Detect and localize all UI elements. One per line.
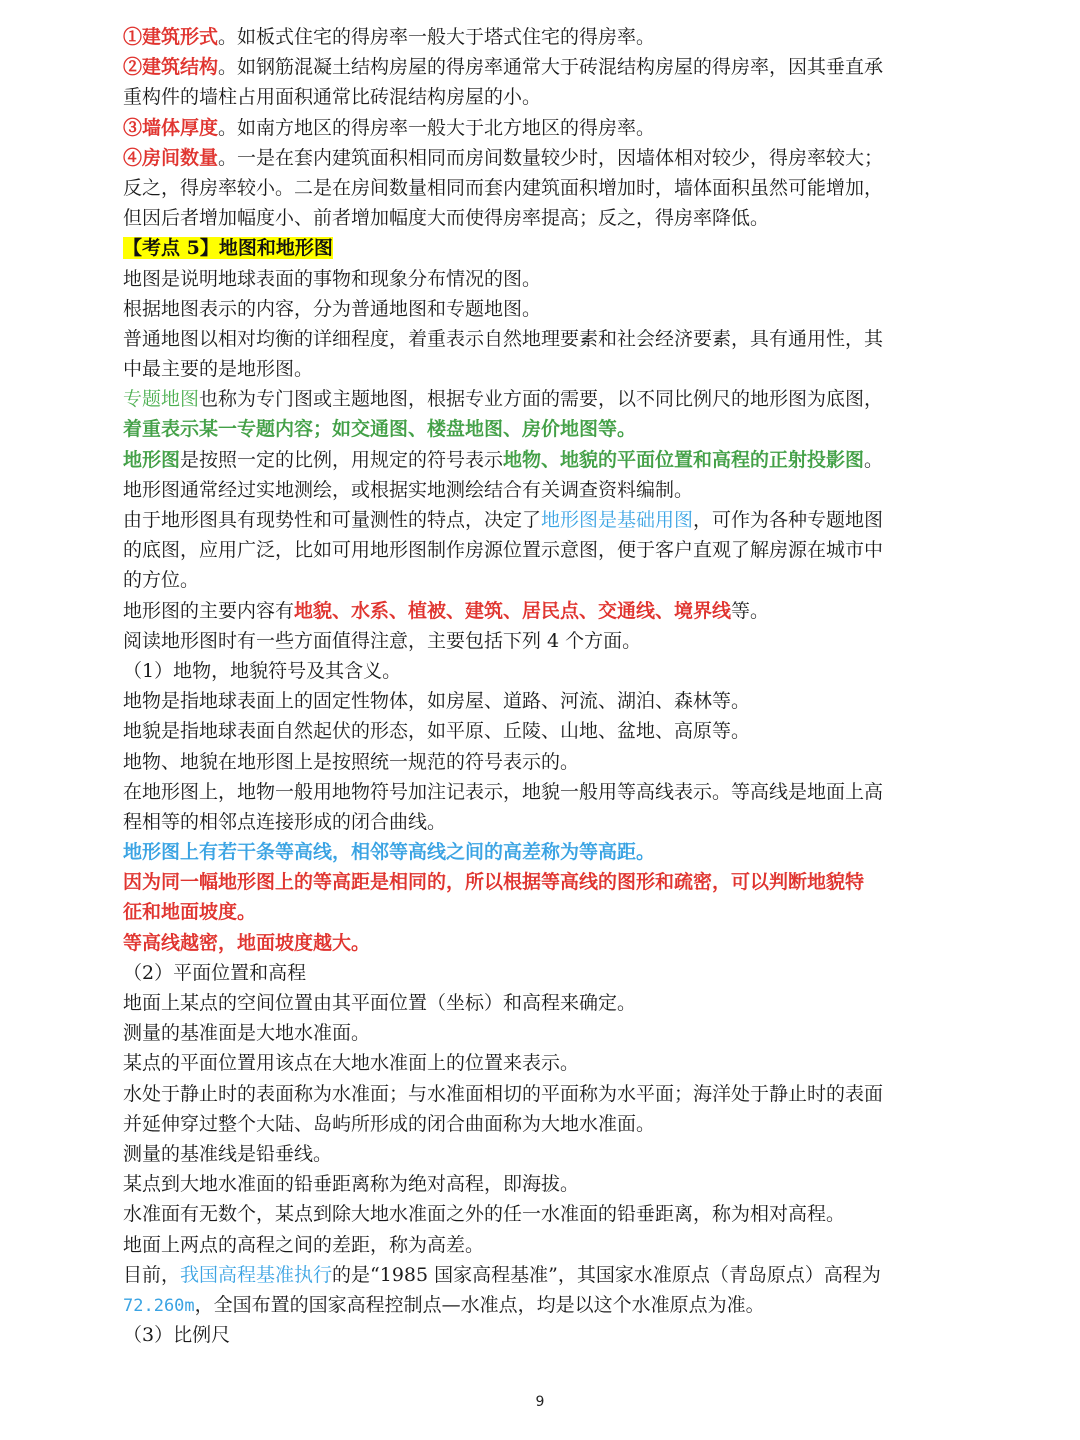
text-line [123,596,933,626]
elevation-value: 72.260m [123,1295,195,1316]
term-thematic-map: 专题地图 [123,388,200,411]
text-line: 水处于静止时的表面称为水准面；与水准面相切的平面称为水平面；海洋处于静止时的表面 [123,1082,884,1105]
text-line: 程相等的相邻点连接形成的闭合曲线。 [123,810,447,833]
highlight-line-red: 征和地面坡度。 [123,901,257,924]
text-line: 地图是说明地球表面的事物和现象分布情况的图。 [123,267,542,290]
subsection-heading: （3）比例尺 [123,1324,231,1347]
item-head: ②建筑结构 [123,56,219,79]
text-span: 是按照一定的比例，用规定的符号表示 [180,448,504,471]
subsection-heading: （2）平面位置和高程 [123,961,307,984]
term-base-map: 地形图是基础用图 [541,509,694,531]
text-line: 地物、地貌在地形图上是按照统一规范的符号表示的。 [123,750,580,773]
text-line: 地面上两点的高程之间的差距，称为高差。 [123,1233,485,1256]
text-line: 中最主要的是地形图。 [123,358,314,381]
item-head: ④房间数量 [123,146,219,169]
text-line: 并延伸穿过整个大陆、岛屿所形成的闭合曲面称为大地水准面。 [123,1112,656,1135]
text-span: ，全国布置的国家高程控制点—水准点，均是以这个水准原点为准。 [194,1293,765,1316]
text-span: 等。 [731,599,770,622]
item-head: ①建筑形式 [123,26,219,48]
item-building-form [123,22,933,52]
item-text: 。如板式住宅的得房率一般大于塔式住宅的得房率。 [218,26,656,48]
text-line [123,384,933,414]
text-line: 地形图通常经过实地测绘，或根据实地测绘结合有关调查资料编制。 [123,478,694,501]
text-line [123,445,933,475]
section-title-line [123,233,933,263]
text-span: ，可作为各种专题地图 [693,509,884,531]
text-line: 地面上某点的空间位置由其平面位置（坐标）和高程来确定。 [123,992,637,1014]
highlight-line-red: 等高线越密，地面坡度越大。 [123,931,371,954]
highlight-line-red: 因为同一幅地形图上的等高距是相同的，所以根据等高线的图形和疏密，可以判断地貌特 [123,871,865,894]
text-line: 测量的基准线是铅垂线。 [123,1142,333,1165]
text-line: 某点的平面位置用该点在大地水准面上的位置来表示。 [123,1052,580,1075]
subsection-heading: （1）地物，地貌符号及其含义。 [123,659,402,682]
item-text: 。如钢筋混凝土结构房屋的得房率通常大于砖混结构房屋的得房率，因其垂直承 [218,56,884,79]
item-head: ③墙体厚度 [123,116,219,139]
text-span: 的是“1985 国家高程基准”，其国家水准原点（青岛原点）高程为 [332,1263,881,1286]
text-line [123,1290,933,1320]
text-line [123,1260,933,1290]
text-span: 。 [864,448,884,471]
term-topographic-map: 地形图 [123,448,181,471]
section-title: 【考点 5】地图和地形图 [123,237,333,260]
text-line: 的方位。 [123,569,200,592]
item-text: 。如南方地区的得房率一般大于北方地区的得房率。 [218,116,656,139]
text-line: 某点到大地水准面的铅垂距离称为绝对高程，即海拔。 [123,1173,580,1196]
highlight-line-green: 着重表示某一专题内容；如交通图、楼盘地图、房价地图等。 [123,418,637,441]
text-line: 水准面有无数个，某点到除大地水准面之外的任一水准面的铅垂距离，称为相对高程。 [123,1203,846,1226]
text-line: 的底图，应用广泛，比如可用地形图制作房源位置示意图，便于客户直观了解房源在城市中 [123,539,884,562]
highlight-line-blue: 地形图上有若干条等高线，相邻等高线之间的高差称为等高距。 [123,841,656,864]
text-line: 根据地图表示的内容，分为普通地图和专题地图。 [123,297,542,320]
item-building-structure [123,52,933,82]
item-wall-thickness [123,113,933,143]
text-line: 普通地图以相对均衡的详细程度，着重表示自然地理要素和社会经济要素，具有通用性，其 [123,327,884,350]
item-text-cont: 反之，得房率较小。二是在房间数量相同而套内建筑面积增加时，墙体面积虽然可能增加， [123,176,884,199]
document-body [123,22,933,1350]
text-span: 目前， [123,1263,181,1286]
text-line: 地物是指地球表面上的固定性物体，如房屋、道路、河流、湖泊、森林等。 [123,690,751,713]
item-text-cont: 重构件的墙柱占用面积通常比砖混结构房屋的小。 [123,86,542,109]
text-line: 在地形图上，地物一般用地物符号加注记表示，地貌一般用等高线表示。等高线是地面上高 [123,780,884,803]
text-line: 地貌是指地球表面自然起伏的形态，如平原、丘陵、山地、盆地、高原等。 [123,720,751,743]
item-room-count [123,143,933,173]
text-line: 阅读地形图时有一些方面值得注意，主要包括下列 4 个方面。 [123,629,642,652]
text-span: 地形图的主要内容有 [123,599,295,622]
item-text-cont: 但因后者增加幅度小、前者增加幅度大而使得房率提高；反之，得房率降低。 [123,207,770,230]
page-number: 9 [535,1394,545,1410]
item-text: 。一是在套内建筑面积相同而房间数量较少时，因墙体相对较少，得房率较大； [218,146,884,169]
text-line [123,505,933,535]
text-span: 由于地形图具有现势性和可量测性的特点，决定了 [123,509,542,531]
text-span: 也称为专门图或主题地图，根据专业方面的需要，以不同比例尺的地形图为底图， [199,388,884,411]
text-line: 测量的基准面是大地水准面。 [123,1022,371,1045]
term-elevation-datum: 我国高程基准执行 [180,1263,333,1286]
highlight-span-green: 地物、地貌的平面位置和高程的正射投影图 [503,448,865,471]
highlight-span-red: 地貌、水系、植被、建筑、居民点、交通线、境界线 [294,599,732,622]
